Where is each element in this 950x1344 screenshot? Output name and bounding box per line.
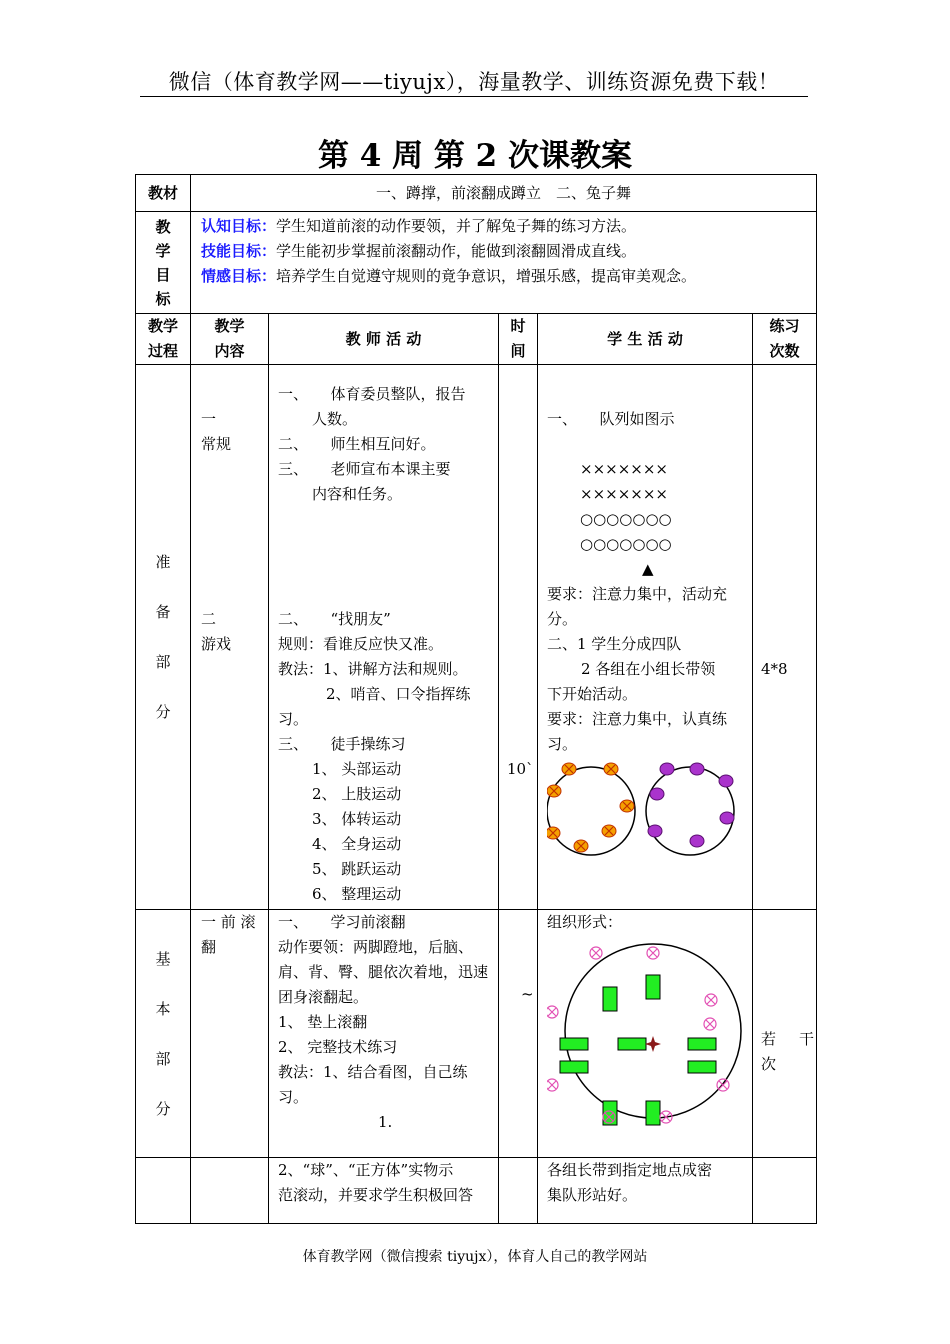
prep-reps: 4*8 — [761, 660, 788, 678]
header-divider — [140, 96, 808, 97]
main-teacher-line: 1. — [378, 1113, 393, 1131]
prep-student-line: 要求：注意力集中，认真练 — [547, 710, 728, 728]
exercise-item: 5、 跳跃运动 — [312, 860, 402, 878]
formation-row: ××××××× — [580, 485, 668, 503]
prep-teacher-line: 习。 — [278, 710, 309, 728]
prep-teacher-line: 三、 老师宣布本课主要 — [278, 460, 451, 478]
main-teacher-line: 教法：1、结合看图，自己练 — [278, 1063, 468, 1081]
mat-formation-diagram — [547, 939, 747, 1129]
header-content: 教学 — [214, 317, 245, 335]
main-teacher-line: 习。 — [278, 1088, 309, 1106]
last-student-line: 各组长带到指定地点成密 — [547, 1161, 713, 1179]
center-star-icon — [645, 1036, 661, 1052]
objective-skill: 技能目标：学生能初步掌握前滚翻动作，能做到滚翻圆滑成直线。 — [201, 242, 637, 260]
objectives-label-char: 教 — [155, 217, 171, 236]
header-reps: 次数 — [769, 342, 800, 360]
prep-section-char: 准 — [155, 553, 171, 571]
prep-content-1: 常规 — [201, 435, 232, 453]
main-time: ~ — [521, 985, 534, 1003]
circle-group-1 — [547, 767, 635, 855]
formation-circle — [565, 944, 741, 1118]
prep-student-line: 二、1 学生分成四队 — [547, 635, 682, 653]
exercise-item: 1、 头部运动 — [312, 760, 402, 778]
header-banner: 微信（体育教学网——tiyujx），海量教学、训练资源免费下载！ — [168, 70, 780, 94]
prep-student-line: 分。 — [547, 610, 578, 628]
material-value: 一、蹲撑，前滚翻成蹲立 二、兔子舞 — [191, 175, 817, 212]
prep-teacher-line: 一、 体育委员整队，报告 — [278, 385, 466, 403]
main-section-char: 基 — [155, 949, 171, 968]
header-teacher: 教 师 活 动 — [269, 314, 499, 365]
main-section-char: 分 — [155, 1099, 171, 1118]
last-row — [136, 1158, 817, 1224]
main-content: 一 前 滚 — [201, 913, 256, 931]
main-teacher-line: 团身滚翻起。 — [278, 988, 369, 1006]
header-reps: 练习 — [769, 317, 800, 335]
exercise-item: 6、 整理运动 — [312, 885, 402, 903]
main-reps: 次 — [761, 1055, 777, 1073]
prep-teacher-line: 三、 徒手操练习 — [278, 735, 406, 753]
objective-key: 认知目标 — [201, 217, 262, 235]
objectives-label-char: 目 — [155, 265, 171, 284]
main-reps: 若 干 — [761, 1030, 819, 1048]
main-teacher-line: 2、 完整技术练习 — [278, 1038, 398, 1056]
main-content: 翻 — [201, 938, 217, 956]
objective-text: 培养学生自觉遵守规则的竟争意识，增强乐感，提高审美观念。 — [276, 267, 697, 285]
teacher-position-icon: ▲ — [642, 560, 654, 578]
prep-student-line: 习。 — [547, 735, 578, 753]
prep-content-1: 一 — [201, 410, 217, 428]
material-label: 教材 — [136, 175, 191, 212]
objective-key: 情感目标 — [201, 267, 262, 285]
page-title: 第 4 周 第 2 次课教案 — [317, 138, 633, 174]
prep-teacher-line: 人数。 — [312, 410, 358, 428]
exercise-item: 3、 体转运动 — [312, 810, 402, 828]
pink-cross-markers — [547, 947, 729, 1123]
objective-text: 学生能初步掌握前滚翻动作，能做到滚翻圆滑成直线。 — [276, 242, 637, 260]
exercise-item: 2、 上肢运动 — [312, 785, 402, 803]
prep-section-char: 部 — [155, 653, 171, 671]
last-teacher-line: 2、“球”、“正方体”实物示 — [278, 1161, 454, 1179]
objectives-label-char: 标 — [155, 289, 171, 308]
prep-teacher-line: 教法：1、讲解方法和规则。 — [278, 660, 468, 678]
material-row — [136, 175, 817, 212]
main-section-char: 本 — [155, 999, 171, 1018]
formation-row: ○○○○○○○ — [580, 510, 672, 528]
prep-section-char: 备 — [155, 603, 171, 621]
header-content: 内容 — [214, 342, 245, 360]
exercise-item: 4、 全身运动 — [312, 835, 402, 853]
header-time: 时 — [510, 317, 526, 335]
prep-student-line: 要求：注意力集中，活动充 — [547, 585, 728, 603]
prep-row — [136, 365, 817, 910]
last-teacher-line: 范滚动，并要求学生积极回答 — [278, 1186, 474, 1204]
prep-teacher-line: 二、 师生相互问好。 — [278, 435, 436, 453]
formation-row: ○○○○○○○ — [580, 535, 672, 553]
column-header-row — [136, 314, 817, 365]
main-section-char: 部 — [155, 1049, 171, 1068]
main-teacher-line: 动作要领：两脚蹬地，后脑、 — [278, 938, 474, 956]
orange-cross-markers — [547, 763, 634, 852]
header-time: 间 — [510, 342, 526, 360]
formation-row: ××××××× — [580, 460, 668, 478]
footer: 体育教学网（微信搜索 tiyujx），体育人自己的教学网站 — [302, 1249, 648, 1265]
objective-cognitive: 认知目标：学生知道前滚的动作要领，并了解兔子舞的练习方法。 — [201, 217, 637, 235]
prep-section-char: 分 — [155, 703, 171, 721]
main-teacher-line: 肩、背、臀、腿依次着地，迅速 — [278, 963, 489, 981]
prep-time: 10` — [507, 760, 534, 778]
prep-student-line: 一、 队列如图示 — [547, 410, 675, 428]
prep-teacher-line: 2、哨音、口令指挥练 — [326, 685, 471, 703]
prep-teacher-line: 规则：看谁反应快又准。 — [278, 635, 444, 653]
prep-student-line: 2 各组在小组长带领 — [581, 660, 716, 678]
lesson-plan-table — [135, 174, 817, 1224]
objectives-row — [136, 212, 817, 314]
main-student-label: 组织形式： — [547, 913, 623, 931]
prep-teacher-line: 内容和任务。 — [312, 485, 403, 503]
prep-content-2: 游戏 — [201, 635, 232, 653]
objective-key: 技能目标 — [201, 242, 262, 260]
purple-dot-markers — [648, 763, 734, 847]
prep-teacher-line: 二、 “找朋友” — [278, 610, 391, 628]
prep-content-2: 二 — [201, 610, 217, 628]
objective-text: 学生知道前滚的动作要领，并了解兔子舞的练习方法。 — [276, 217, 637, 235]
main-teacher-line: 1、 垫上滚翻 — [278, 1013, 368, 1031]
objectives-label-char: 学 — [155, 241, 171, 260]
objective-affective: 情感目标：培养学生自觉遵守规则的竟争意识，增强乐感，提高审美观念。 — [201, 267, 697, 285]
last-student-line: 集队形站好。 — [547, 1186, 638, 1204]
prep-student-line: 下开始活动。 — [547, 685, 638, 703]
header-process: 教学 — [147, 317, 178, 335]
game-circles-diagram — [547, 761, 747, 861]
main-teacher-line: 一、 学习前滚翻 — [278, 913, 406, 931]
green-mats — [560, 975, 716, 1125]
main-row — [136, 910, 817, 1158]
header-process: 过程 — [147, 342, 178, 360]
header-student: 学 生 活 动 — [538, 314, 753, 365]
